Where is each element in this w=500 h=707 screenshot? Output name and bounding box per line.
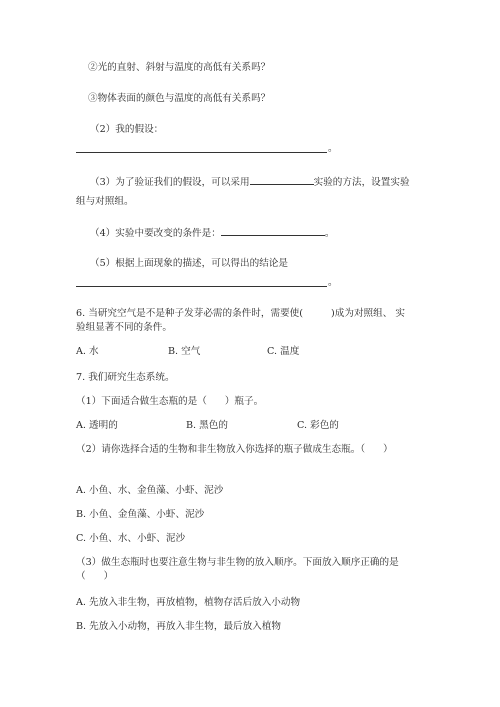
changed-condition-period: 。 [324,228,335,239]
q6-text-b: )成为对照组、 实 [331,308,405,319]
q7-part2-option-a: A. 小鱼、水、金鱼藻、小虾、泥沙 [76,485,224,496]
q7-part3-close: ） [103,571,114,582]
q7-part3-open: （ [76,571,86,582]
option-3-question: ③物体表面的颜色与温度的高低有关系吗？ [88,93,271,104]
verify-method-continuation: 组与对照组。 [76,196,134,207]
option-2-question: ②光的直射、斜射与温度的高低有关系吗？ [88,62,271,73]
q7-part2-text: （2）请你选择合适的生物和非生物放入你选择的瓶子做成生态瓶。（ [76,444,366,455]
verify-method-question [90,175,410,189]
q6-option-b: B. 空气 [168,346,201,357]
q7-part3-answer [76,571,113,583]
q7-part1-option-b: B. 黑色的 [186,420,228,431]
q6-option-c: C. 温度 [267,346,300,357]
q6-text-a: 6. 当研究空气是不是种子发芽必需的条件时，需要使( [76,308,304,319]
q7-part1-text-b: ）瓶子。 [224,396,264,407]
conclusion-period: 。 [328,277,338,288]
hypothesis-answer-line [76,152,327,153]
hypothesis-period: 。 [328,143,338,154]
q7-part2-option-b: B. 小鱼、金鱼藻、小虾、泥沙 [76,509,205,520]
conclusion-question: （5）根据上面现象的描述，可以得出的结论是 [90,258,288,269]
changed-condition-text: （4）实验中要改变的条件是： [90,228,221,239]
q7-part1-stem [76,396,263,408]
q7-part1-option-c: C. 彩色的 [297,420,339,431]
q7-part1-text-a: （1）下面适合做生态瓶的是（ [76,396,207,407]
hypothesis-label: （2）我的假设： [90,124,164,135]
q7-part3-stem: （3）做生态瓶时也要注意生物与非生物的放入顺序。下面放入顺序正确的是 [76,557,399,568]
conclusion-answer-line [76,286,327,287]
q6-stem-continuation: 验组显著不同的条件。 [76,322,172,333]
q7-part2-option-c: C. 小鱼、水、小虾、泥沙 [76,533,186,544]
q7-part1-option-a: A. 透明的 [76,420,118,431]
verify-method-text-b: 实验的方法，设置实验 [313,177,410,188]
method-answer-blank [250,175,314,185]
q7-part2-stem [76,444,393,456]
q7-part3-option-a: A. 先放入非生物，再放植物，植物存活后放入小动物 [76,597,301,608]
q6-stem [76,308,405,320]
q7-title: 7. 我们研究生态系统。 [76,372,175,383]
changed-condition-question [90,226,334,240]
condition-answer-blank [221,226,325,236]
verify-method-text-a: （3）为了验证我们的假设，可以采用 [90,177,250,188]
q7-part2-close: ） [383,444,393,455]
q6-option-a: A. 水 [76,346,99,357]
q7-part3-option-b: B. 先放入小动物，再放入非生物，最后放入植物 [76,621,282,632]
